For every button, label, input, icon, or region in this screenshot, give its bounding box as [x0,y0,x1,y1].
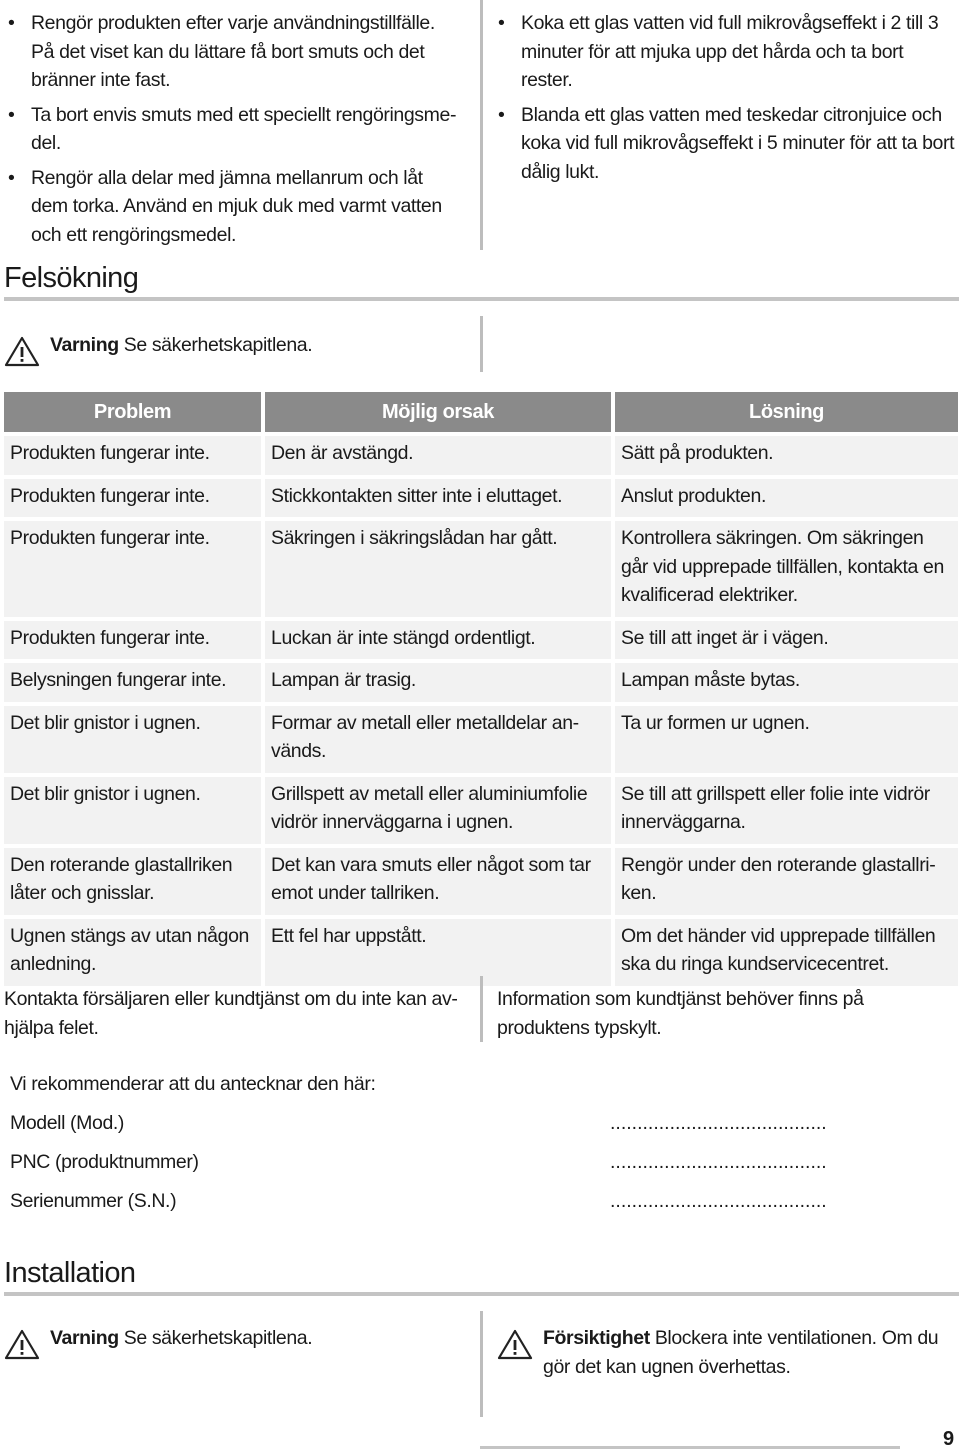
table-row [4,661,958,704]
cell-cause: Grillspett av metall eller aluminiumfolie vidrör innerväggarna i ugnen. [263,775,613,846]
caution-text: Blockera inte ventilationen. Om du gör det kan ugnen överhettas. [543,1327,939,1378]
page-number: 9 [943,1428,954,1450]
troubleshooting-table [4,392,958,990]
cell-solution: Se till att grillspett eller folie inte vidrör innerväggarna. [613,775,958,846]
section-title-troubleshooting: Felsökning [4,262,139,294]
caution-icon [497,1329,533,1360]
list-item: • Rengör alla delar med jämna mellanrum och låt dem torka. Använd en mjuk duk med varmt vatten och ett rengöringsmedel. [8,166,442,246]
cell-solution: Lampan måste bytas. [613,661,958,704]
cell-solution: Se till att inget är i vägen. [613,619,958,662]
column-divider [480,976,483,1042]
cell-problem: Det blir gnistor i ugnen. [4,775,263,846]
cell-cause: Ett fel har uppstått. [263,917,613,988]
table-row [4,846,958,917]
microwave-cleaning-list [494,9,956,192]
record-blank: ........................................ [610,1112,827,1134]
footer-rule [480,1446,900,1449]
record-label: Serienummer (S.N.) [10,1190,177,1212]
list-item: • Koka ett glas vatten vid full mikrovågseffekt i 2 till 3 minuter för att mjuka upp det hårda och ta bort rester. [498,12,939,91]
list-item: • Ta bort envis smuts med ett speciellt rengöringsme-del. [8,103,457,154]
recommend-intro: Vi rekommenderar att du antecknar den här: [10,1073,376,1095]
section-title-installation: Installation [4,1257,136,1289]
cell-cause: Den är avstängd. [263,434,613,477]
caution-note [497,1324,947,1381]
column-divider [480,0,483,250]
column-header-problem: Problem [4,392,263,434]
column-divider [480,1311,483,1417]
warning-icon [4,1329,40,1360]
record-row-model [10,1109,830,1138]
cell-problem: Produkten fungerar inte. [4,519,263,619]
column-divider [480,316,483,372]
cell-cause: Luckan är inte stängd ordentligt. [263,619,613,662]
cell-problem: Belysningen fungerar inte. [4,661,263,704]
table-row [4,775,958,846]
caution-label: Försiktighet [543,1327,650,1349]
section-rule [4,297,959,301]
table-row [4,477,958,520]
cell-problem: Produkten fungerar inte. [4,619,263,662]
cell-solution: Ta ur formen ur ugnen. [613,704,958,775]
cell-problem: Den roterande glastallriken låter och gnisslar. [4,846,263,917]
cell-cause: Lampan är trasig. [263,661,613,704]
cell-cause: Stickkontakten sitter inte i eluttaget. [263,477,613,520]
record-blank: ........................................ [610,1190,827,1212]
record-label: Modell (Mod.) [10,1112,124,1134]
warning-text: Se säkerhetskapitlena. [123,1327,313,1349]
warning-note [4,331,312,367]
cell-problem: Ugnen stängs av utan någon anledning. [4,917,263,988]
record-row-pnc [10,1148,830,1177]
warning-text: Se säkerhetskapitlena. [123,334,313,356]
cell-problem: Det blir gnistor i ugnen. [4,704,263,775]
table-header-row [4,392,958,434]
table-row [4,519,958,619]
cell-solution: Rengör under den roterande glastallri-ken. [613,846,958,917]
cell-solution: Om det händer vid upprepade tillfällen ska du ringa kundservicecentret. [613,917,958,988]
section-rule [4,1292,959,1296]
cell-cause: Formar av metall eller metalldelar an-vänds. [263,704,613,775]
table-row [4,434,958,477]
warning-note [4,1324,464,1360]
cell-problem: Produkten fungerar inte. [4,434,263,477]
column-header-cause: Möjlig orsak [263,392,613,434]
record-row-serial [10,1187,830,1216]
record-label: PNC (produktnummer) [10,1151,199,1173]
record-blank: ........................................ [610,1151,827,1173]
column-header-solution: Lösning [613,392,958,434]
contact-note: Kontakta försäljaren eller kundtjänst om du inte kan av-hjälpa felet. [4,988,458,1039]
cell-solution: Kontrollera säkringen. Om säkringen går vid upprepade tillfällen, kontakta en kvalificerad elektriker. [613,519,958,619]
warning-label: Varning [50,1327,119,1349]
table-row [4,704,958,775]
cell-cause: Säkringen i säkringslådan har gått. [263,519,613,619]
list-item: • Blanda ett glas vatten med teskedar citronjuice och koka vid full mikrovågseffekt i 5 minuter för att ta bort dålig lukt. [498,103,955,183]
info-note: Information som kundtjänst behöver finns på produktens typskylt. [497,988,864,1039]
cleaning-tips-list [4,9,462,255]
list-item: • Rengör produkten efter varje användningstillfälle. På det viset kan du lättare få bort smuts och det bränner inte fast. [8,12,435,91]
cell-problem: Produkten fungerar inte. [4,477,263,520]
cell-cause: Det kan vara smuts eller något som tar emot under tallriken. [263,846,613,917]
cell-solution: Anslut produkten. [613,477,958,520]
warning-label: Varning [50,334,119,356]
cell-solution: Sätt på produkten. [613,434,958,477]
table-row [4,619,958,662]
warning-icon [4,336,40,367]
